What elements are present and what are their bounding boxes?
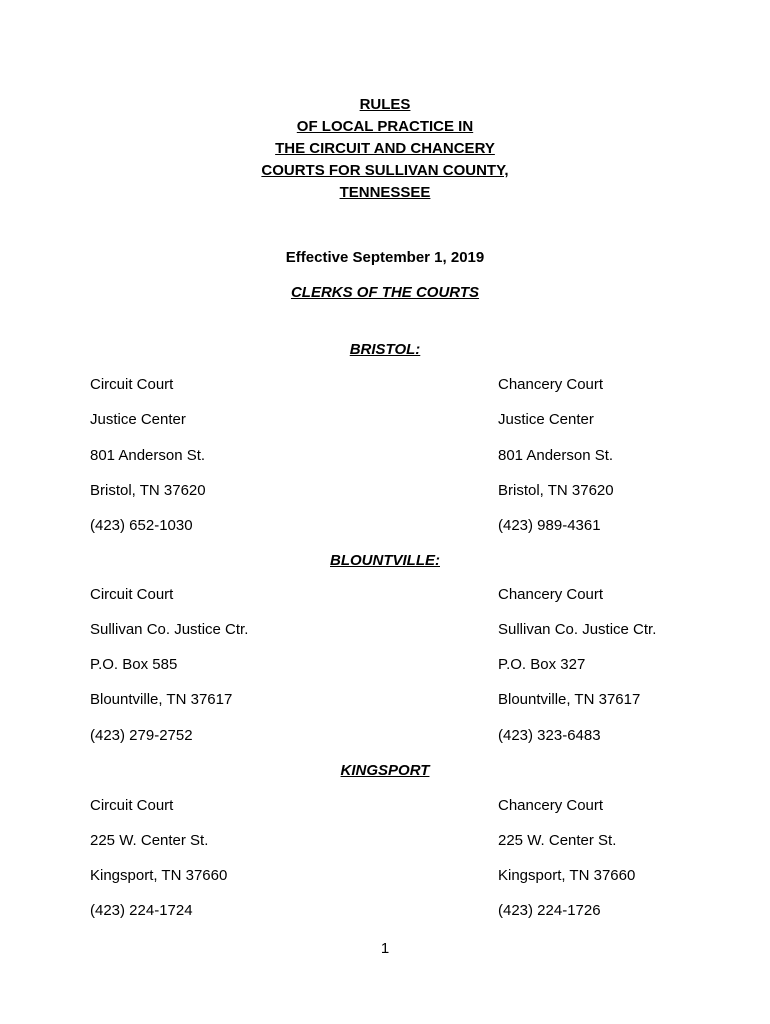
phone-number: (423) 224-1724: [90, 902, 193, 919]
title-line: RULES: [359, 96, 411, 113]
clerks-heading: CLERKS OF THE COURTS: [290, 284, 480, 301]
address-line: Sullivan Co. Justice Ctr.: [90, 621, 249, 638]
phone-number: (423) 989-4361: [498, 517, 601, 534]
section-heading-bristol: BRISTOL:: [349, 341, 421, 358]
address-line: P.O. Box 327: [498, 656, 586, 673]
address-line: Kingsport, TN 37660: [498, 867, 636, 884]
address-line: Bristol, TN 37620: [498, 482, 614, 499]
address-line: 801 Anderson St.: [498, 447, 614, 464]
address-line: Bristol, TN 37620: [90, 482, 206, 499]
title-line: TENNESSEE: [339, 184, 431, 201]
phone-number: (423) 652-1030: [90, 517, 193, 534]
address-line: Justice Center: [498, 411, 594, 428]
address-line: Justice Center: [90, 411, 186, 428]
address-line: Chancery Court: [498, 586, 604, 603]
phone-number: (423) 323-6483: [498, 727, 601, 744]
address-line: 225 W. Center St.: [90, 832, 209, 849]
address-line: Chancery Court: [498, 797, 604, 814]
title-line: COURTS FOR SULLIVAN COUNTY,: [261, 162, 509, 179]
address-line: 225 W. Center St.: [498, 832, 617, 849]
document-title: [0, 94, 770, 204]
page-number: 1: [380, 940, 390, 957]
section-heading-kingsport: KINGSPORT: [340, 762, 430, 779]
phone-number: (423) 279-2752: [90, 727, 193, 744]
title-line: THE CIRCUIT AND CHANCERY: [275, 140, 495, 157]
address-line: Sullivan Co. Justice Ctr.: [498, 621, 657, 638]
effective-date: Effective September 1, 2019: [285, 249, 485, 266]
address-line: 801 Anderson St.: [90, 447, 206, 464]
address-line: Chancery Court: [498, 376, 604, 393]
address-line: Kingsport, TN 37660: [90, 867, 228, 884]
section-heading-blountville: BLOUNTVILLE:: [330, 552, 440, 569]
address-line: Blountville, TN 37617: [90, 691, 233, 708]
address-line: Circuit Court: [90, 586, 174, 603]
address-line: Circuit Court: [90, 376, 174, 393]
phone-number: (423) 224-1726: [498, 902, 601, 919]
address-line: P.O. Box 585: [90, 656, 178, 673]
address-line: Blountville, TN 37617: [498, 691, 641, 708]
address-line: Circuit Court: [90, 797, 174, 814]
title-line: OF LOCAL PRACTICE IN: [296, 118, 474, 135]
